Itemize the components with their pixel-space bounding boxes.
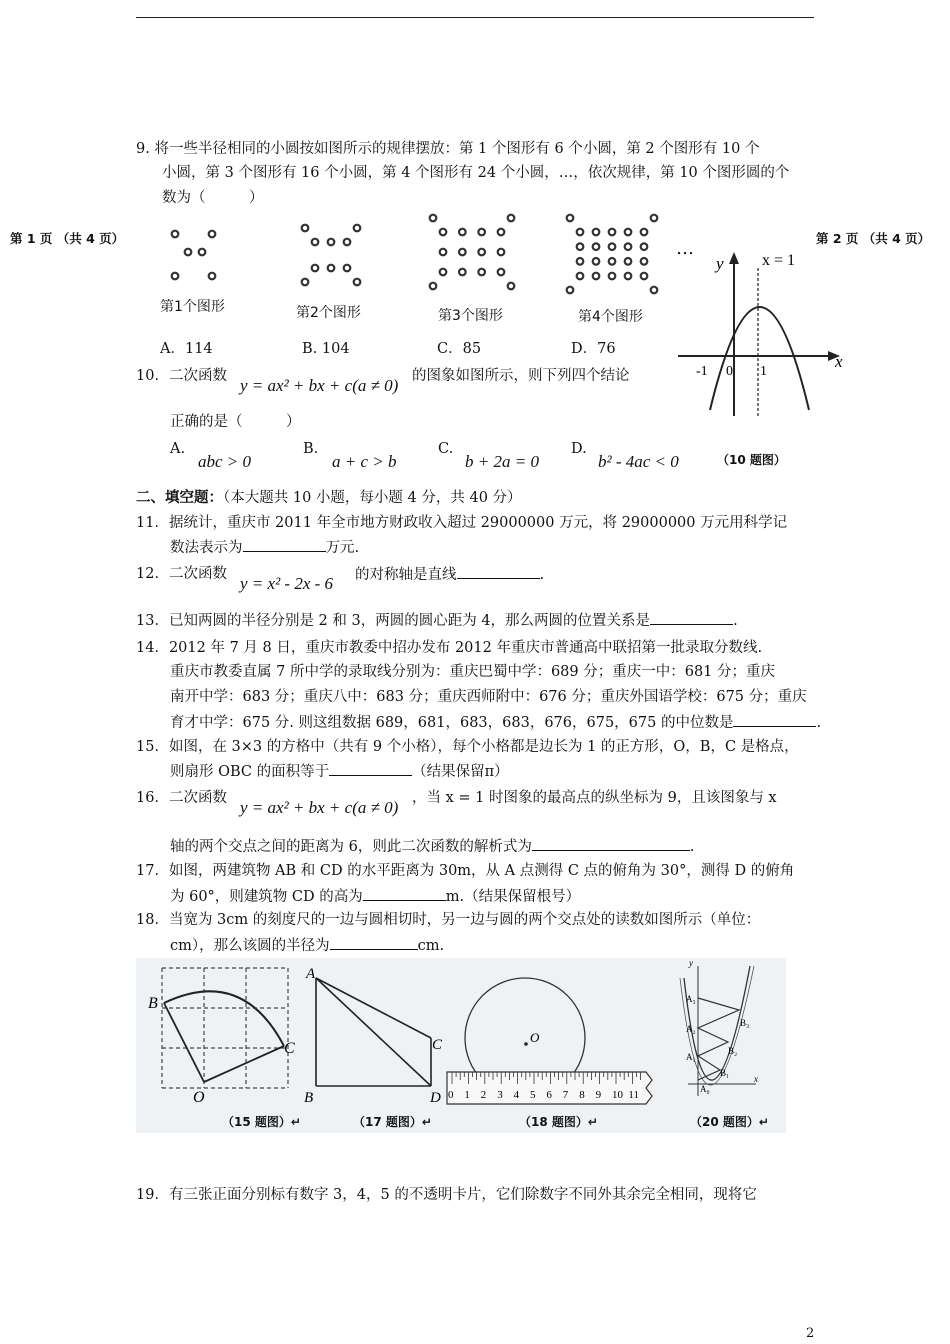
q9-ring [593, 243, 600, 250]
q9-ring [209, 273, 216, 280]
q9-ring [641, 273, 648, 280]
q13-line [136, 608, 738, 633]
page-label-left: 第 1 页 （共 4 页） [10, 231, 125, 246]
q9-line3: 数为（ ） [162, 190, 264, 206]
q9-ring [440, 229, 447, 236]
ruler-number: 10 [612, 1089, 623, 1101]
q9-ellipsis: … [676, 238, 694, 259]
fig20-label-b3: B₃ [740, 1018, 750, 1028]
fig20-label-a0: A₀ [700, 1084, 710, 1094]
q9-ring [354, 279, 361, 286]
q9-ring [312, 265, 319, 272]
q11-line2 [170, 535, 359, 560]
q11-line1: 11．据统计，重庆市 2011 年全市地方财政收入超过 29000000 万元，将 29000000 万元用科学记 [136, 515, 788, 531]
q10-option-c: b + 2a = 0 [465, 452, 539, 471]
ruler-number: 3 [497, 1089, 503, 1101]
q10-suffix: 的图象如图所示，则下列四个结论 [412, 368, 630, 384]
q9-option-a: A．114 [160, 341, 213, 357]
q14-line4 [170, 710, 821, 735]
section2-heading [136, 486, 522, 510]
fig17-label-d: D [430, 1090, 441, 1106]
graph-axis-label: x = 1 [762, 252, 796, 269]
q12-prefix: 12．二次函数 [136, 566, 227, 582]
q15-text: 则扇形 OBC 的面积等于 [170, 764, 330, 780]
ruler-number: 5 [530, 1089, 536, 1101]
q14-end: . [816, 715, 822, 731]
q13-answer-blank[interactable] [650, 608, 733, 625]
y-axis-arrow [729, 252, 739, 264]
q10-option-b: a + c > b [332, 452, 397, 471]
q9-ring [625, 229, 632, 236]
page-label-right: 第 2 页 （共 4 页） [816, 231, 931, 246]
q9-option-b: B. 104 [302, 341, 350, 357]
q10-caption: （10 题图） [717, 453, 786, 467]
q9-line1: 9. 将一些半径相同的小圆按如图所示的规律摆放：第 1 个图形有 6 个小圆，第 2 个图形有 10 个 [136, 141, 760, 157]
parabola-curve [710, 307, 809, 410]
q9-ring [577, 273, 584, 280]
q9-option-d: D．76 [571, 341, 616, 357]
q18-unit: cm. [417, 938, 445, 954]
section2-note: （本大题共 10 小题，每小题 4 分，共 40 分） [223, 490, 522, 506]
q9-ring [478, 229, 485, 236]
q9-ring [651, 215, 658, 222]
q12-answer-blank[interactable] [457, 562, 540, 579]
fig20-label-a1: A₁ [686, 1052, 696, 1062]
q9-ring [609, 229, 616, 236]
q9-fig3-label: 第3个图形 [438, 308, 503, 324]
graph-tick-neg1: -1 [696, 364, 708, 379]
q9-ring [478, 269, 485, 276]
page-number: 2 [806, 1326, 815, 1341]
q9-ring [430, 215, 437, 222]
q14-line1: 14．2012 年 7 月 8 日，重庆市教委中招办发布 2012 年重庆市普通高中联招第一批录取分数线. [136, 640, 763, 656]
q11-answer-blank[interactable] [243, 535, 326, 552]
q9-ring [459, 269, 466, 276]
q9-ring [328, 239, 335, 246]
q13-end: . [733, 613, 738, 629]
fig20-label-b1: B₁ [720, 1068, 730, 1078]
q9-ring [593, 258, 600, 265]
q17-line1: 17．如图，两建筑物 AB 和 CD 的水平距离为 30m，从 A 点测得 C 点的俯角为 30°，测得 D 的俯角 [136, 863, 795, 879]
q16-line2 [170, 834, 694, 859]
q10-parabola-graph [672, 248, 848, 420]
q14-line2: 重庆市教委直属 7 所中学的录取线分别为：重庆巴蜀中学：689 分；重庆一中：681 分；重庆 [170, 664, 776, 680]
q9-ring [609, 243, 616, 250]
q12-end: . [539, 567, 545, 583]
fig15-label-c: C [284, 1040, 295, 1057]
q16-suffix: ，当 x = 1 时图象的最高点的纵坐标为 9，且该图象与 x [412, 790, 777, 806]
figures-background [136, 958, 786, 1133]
q9-fig4-label: 第4个图形 [578, 309, 643, 325]
q12-suffix [355, 562, 544, 587]
q16-prefix: 16．二次函数 [136, 790, 227, 806]
fig17-label-b: B [304, 1090, 314, 1106]
q9-ring [577, 258, 584, 265]
q16-end: . [689, 839, 695, 855]
q9-ring [498, 249, 505, 256]
q9-ring [185, 249, 192, 256]
fig17-label-c: C [432, 1037, 443, 1053]
ruler-number: 6 [546, 1089, 552, 1101]
fig17-label-a: A [306, 966, 316, 982]
fig20-label-b2: B₂ [728, 1046, 738, 1056]
q15-note: （结果保留π） [412, 764, 509, 780]
ruler-number: 11 [628, 1089, 639, 1101]
q10-option-a-letter: A. [170, 441, 186, 457]
fig20-label-a2: A₂ [686, 1024, 696, 1034]
q9-fig1-label: 第1个图形 [160, 299, 225, 315]
fig20-caption: （20 题图）↵ [690, 1115, 769, 1129]
q18-line2 [170, 933, 444, 958]
q9-ring [609, 258, 616, 265]
fig18-label-o: O [530, 1030, 540, 1045]
top-rule [136, 17, 814, 18]
q19-line1: 19．有三张正面分别标有数字 3，4，5 的不透明卡片，它们除数字不同外其余完全相同，现将它 [136, 1187, 757, 1203]
q15-answer-blank[interactable] [329, 759, 412, 776]
q10-formula: y = ax² + bx + c(a ≠ 0) [240, 376, 399, 395]
q9-ring [625, 243, 632, 250]
q17-text: 为 60°，则建筑物 CD 的高为 [170, 889, 363, 905]
q16-answer-blank[interactable] [532, 834, 690, 851]
q9-ring [328, 265, 335, 272]
q14-line3: 南开中学：683 分；重庆八中：683 分；重庆西师附中：676 分；重庆外国语学校：675 分；重庆 [170, 689, 807, 705]
q9-ring [344, 265, 351, 272]
fig15-label-o: O [193, 1089, 205, 1106]
q9-ring [641, 229, 648, 236]
q9-ring [498, 269, 505, 276]
q9-ring [209, 231, 216, 238]
q10-option-d-letter: D. [571, 441, 587, 457]
q9-line2: 小圆，第 3 个图形有 16 个小圆，第 4 个图形有 24 个小圆，…，依次规律，第 10 个图形圆的个 [162, 165, 790, 181]
q9-ring [609, 273, 616, 280]
q9-fig2-label: 第2个图形 [296, 305, 361, 321]
ruler-number: 1 [464, 1089, 470, 1101]
q12-text: 的对称轴是直线 [355, 567, 457, 583]
q9-ring [354, 225, 361, 232]
q9-ring [508, 215, 515, 222]
fig20-label-y: y [689, 958, 693, 968]
q17-note: m.（结果保留根号） [445, 889, 581, 905]
q9-ring [302, 279, 309, 286]
q9-ring [577, 229, 584, 236]
figures-strip [136, 958, 786, 1133]
q9-ring [625, 258, 632, 265]
q16-text: 轴的两个交点之间的距离为 6，则此二次函数的解析式为 [170, 839, 532, 855]
q10-option-c-letter: C. [438, 441, 454, 457]
fig15-caption: （15 题图）↵ [222, 1115, 301, 1129]
q12-formula: y = x² - 2x - 6 [240, 574, 334, 593]
q9-ring [302, 225, 309, 232]
q9-ring [344, 239, 351, 246]
q9-ring [567, 287, 574, 294]
q10-option-b-letter: B. [303, 441, 319, 457]
ruler-number: 9 [595, 1089, 602, 1101]
fig17-caption: （17 题图）↵ [353, 1115, 432, 1129]
q9-option-c: C．85 [437, 341, 482, 357]
q9-ring [508, 283, 515, 290]
q9-ring [172, 231, 179, 238]
q10-line2: 正确的是（ ） [170, 414, 301, 430]
q9-ring [577, 243, 584, 250]
ruler-number: 7 [562, 1089, 569, 1101]
fig18-caption: （18 题图）↵ [519, 1115, 598, 1129]
q17-line2 [170, 884, 580, 909]
ruler-number: 4 [513, 1089, 520, 1101]
q10-prefix: 10．二次函数 [136, 368, 227, 384]
q9-ring [478, 249, 485, 256]
graph-tick-0: 0 [726, 364, 733, 379]
ruler-number: 0 [448, 1089, 454, 1101]
q13-text: 13．已知两圆的半径分别是 2 和 3，两圆的圆心距为 4，那么两圆的位置关系是 [136, 613, 651, 629]
q9-ring [440, 249, 447, 256]
section2-title: 二、填空题： [136, 490, 223, 506]
q9-ring [651, 287, 658, 294]
ruler-number: 8 [579, 1089, 585, 1101]
q18-answer-blank[interactable] [330, 933, 418, 950]
graph-x-label: x [835, 352, 843, 371]
fig20-label-x: x [754, 1074, 758, 1084]
fig20-label-a3: A₃ [686, 994, 696, 1004]
ruler-number: 2 [480, 1089, 487, 1101]
q9-ring [567, 215, 574, 222]
q14-text: 育才中学：675 分. 则这组数据 689，681，683，683，676，675，675 的中位数是 [170, 715, 734, 731]
q15-line2 [170, 759, 509, 784]
q9-ring [312, 239, 319, 246]
q9-ring [430, 283, 437, 290]
q9-ring [641, 243, 648, 250]
q9-ring [625, 273, 632, 280]
q11-unit: 万元. [325, 540, 360, 556]
q9-ring [199, 249, 206, 256]
q9-ring [459, 249, 466, 256]
q9-ring [440, 269, 447, 276]
q14-answer-blank[interactable] [733, 710, 816, 727]
q9-ring [498, 229, 505, 236]
q17-answer-blank[interactable] [363, 884, 446, 901]
fig15-label-b: B [148, 995, 158, 1012]
q18-text: cm），那么该圆的半径为 [170, 938, 330, 954]
q9-circle-patterns [150, 208, 710, 308]
q18-line1: 18．当宽为 3cm 的刻度尺的一边与圆相切时，另一边与圆的两个交点处的读数如图所示（单位： [136, 912, 761, 928]
q11-text: 数法表示为 [170, 540, 243, 556]
q9-ring [172, 273, 179, 280]
q15-line1: 15．如图，在 3×3 的方格中（共有 9 个小格），每个小格都是边长为 1 的正方形，O，B，C 是格点， [136, 739, 799, 755]
q9-ring [593, 229, 600, 236]
q10-option-a: abc > 0 [198, 452, 252, 471]
q9-ring [459, 229, 466, 236]
q9-ring [641, 258, 648, 265]
graph-tick-1: 1 [760, 364, 767, 379]
q16-formula: y = ax² + bx + c(a ≠ 0) [240, 798, 399, 817]
q10-option-d: b² - 4ac < 0 [598, 452, 679, 471]
graph-y-label: y [716, 254, 724, 273]
q9-ring [593, 273, 600, 280]
